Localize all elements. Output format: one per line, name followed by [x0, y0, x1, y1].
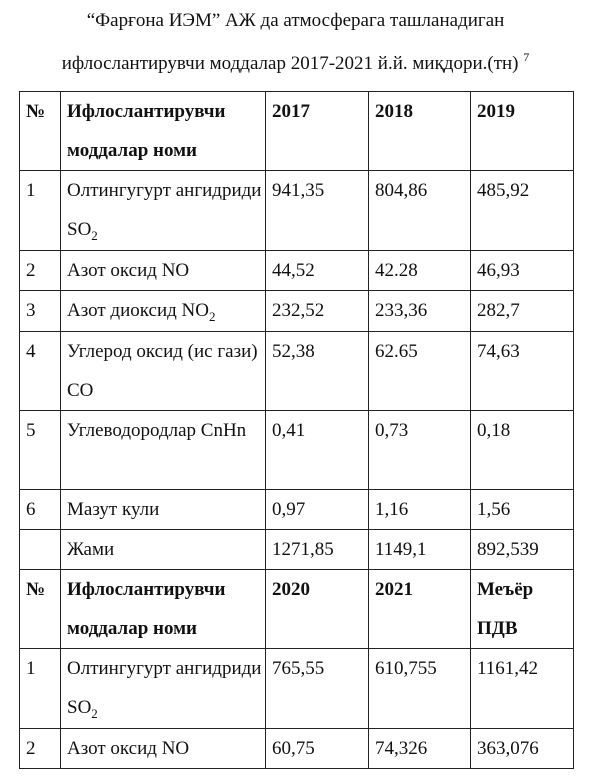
row-name: Мазут кули: [61, 490, 266, 530]
table-row: [20, 291, 574, 332]
header-row-1: [20, 92, 574, 171]
row-num: 3: [20, 291, 61, 332]
row-value: 363,076: [471, 729, 574, 769]
table-row: [20, 411, 574, 490]
row-num: 2: [20, 729, 61, 769]
row-name: [61, 649, 266, 729]
header-num: №: [20, 570, 61, 649]
row-value: 62.65: [369, 332, 471, 411]
row-value: 610,755: [369, 649, 471, 729]
header-2019: 2019: [471, 92, 574, 171]
header-name: Ифлослантирувчи моддалар номи: [61, 92, 266, 171]
row-value: 74,63: [471, 332, 574, 411]
table-row: [20, 332, 574, 411]
row-value: 0,18: [471, 411, 574, 490]
row-name: Углеводородлар CnHn: [61, 411, 266, 490]
title-line-1: “Фарғона ИЭМ” АЖ да атмосферага ташланадиган: [86, 10, 505, 31]
row-num: 4: [20, 332, 61, 411]
header-2020: 2020: [266, 570, 369, 649]
row-value: 485,92: [471, 171, 574, 251]
row-value: 1149,1: [369, 530, 471, 570]
row-num: 1: [20, 171, 61, 251]
row-value: 1271,85: [266, 530, 369, 570]
row-num: 5: [20, 411, 61, 490]
header-2017: 2017: [266, 92, 369, 171]
row-value: 44,52: [266, 251, 369, 291]
emissions-table: [19, 91, 574, 769]
row-num: [20, 530, 61, 570]
subscript: 2: [91, 228, 98, 243]
table-row: [20, 251, 574, 291]
row-value: 0,73: [369, 411, 471, 490]
subscript: 2: [91, 706, 98, 721]
row-num: 1: [20, 649, 61, 729]
row-value: 941,35: [266, 171, 369, 251]
table-row: [20, 490, 574, 530]
header-pdv: Меъёр ПДВ: [471, 570, 574, 649]
header-2018: 2018: [369, 92, 471, 171]
row-name: Азот оксид NO: [61, 251, 266, 291]
row-value: 74,326: [369, 729, 471, 769]
header-row-2: [20, 570, 574, 649]
substance-name: Олтингугурт ангидриди SO: [67, 658, 262, 718]
subscript: 2: [208, 309, 216, 324]
table-row: [20, 171, 574, 251]
footnote-marker: 7: [523, 50, 530, 64]
row-value: 0,41: [266, 411, 369, 490]
row-value: 42.28: [369, 251, 471, 291]
row-num: 6: [20, 490, 61, 530]
row-value: 233,36: [369, 291, 471, 332]
row-value: 232,52: [266, 291, 369, 332]
title-line-2: [0, 50, 591, 75]
row-name: Углерод оксид (ис гази) CO: [61, 332, 266, 411]
row-name: Азот оксид NO: [61, 729, 266, 769]
row-value: 0,97: [266, 490, 369, 530]
header-num: №: [20, 92, 61, 171]
row-value: 765,55: [266, 649, 369, 729]
total-row: [20, 530, 574, 570]
row-value: 1,56: [471, 490, 574, 530]
table-row: [20, 649, 574, 729]
row-name: [61, 171, 266, 251]
row-name: [61, 291, 266, 332]
substance-name: Олтингугурт ангидриди SO: [67, 180, 262, 240]
substance-name: Азот диоксид NO: [67, 300, 209, 321]
row-value: 892,539: [471, 530, 574, 570]
header-name: Ифлослантирувчи моддалар номи: [61, 570, 266, 649]
row-num: 2: [20, 251, 61, 291]
row-value: 804,86: [369, 171, 471, 251]
header-2021: 2021: [369, 570, 471, 649]
row-value: 1,16: [369, 490, 471, 530]
title-text: ифлослантирувчи моддалар 2017-2021 й.й. миқдори.(тн): [61, 53, 519, 74]
row-value: 1161,42: [471, 649, 574, 729]
row-value: 282,7: [471, 291, 574, 332]
row-name: Жами: [61, 530, 266, 570]
row-value: 52,38: [266, 332, 369, 411]
row-value: 46,93: [471, 251, 574, 291]
table-row: [20, 729, 574, 769]
row-value: 60,75: [266, 729, 369, 769]
